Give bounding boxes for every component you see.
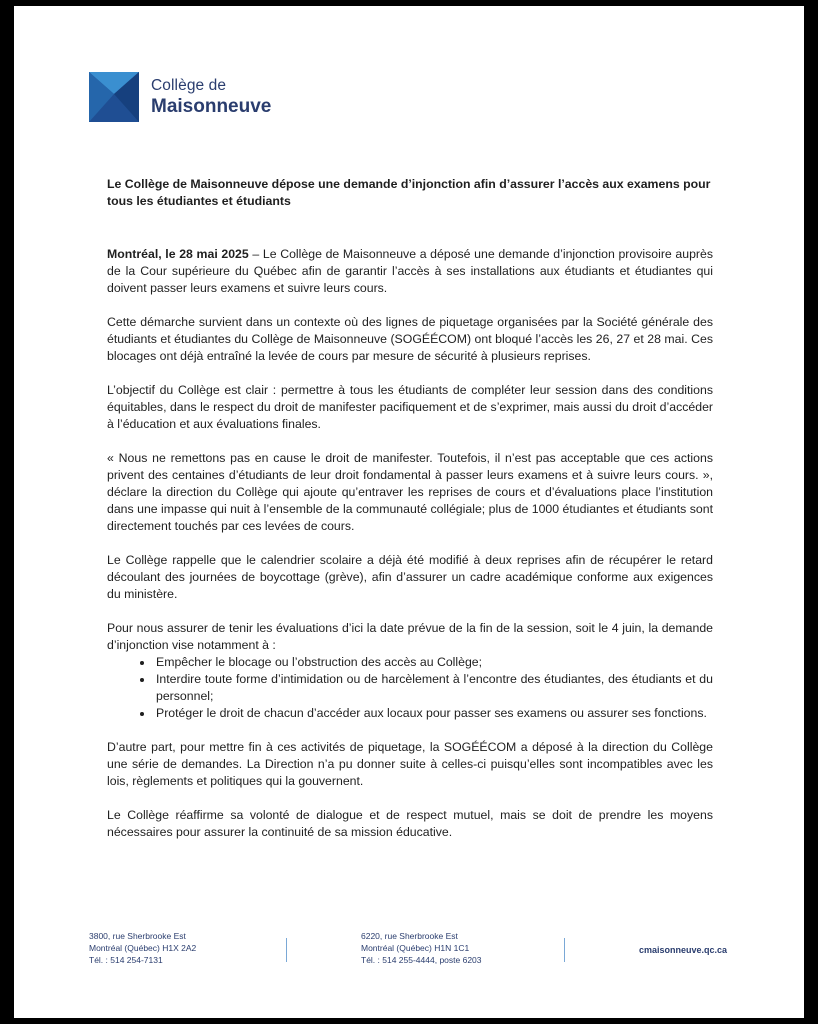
paragraph-context: Cette démarche survient dans un contexte où des lignes de piquetage organisées par la Société générale des étudiants et étudiantes du Collège de Maisonneuve (SOGÉÉCOM) ont bloqué l’accès les 26, 27 et 28 mai. Ces blocages ont déjà entraîné la levée de cours par mesure de sécurité à plusieurs reprises. [107, 315, 713, 363]
intro-text: – Le Collège de Maisonneuve a déposé une demande d’injonction provisoire auprès de la Cour supérieure du Québec afin de garantir l’accès à ses installations aux étudiants et étudiantes qui doivent passer leurs examens et suivre leurs cours. [107, 247, 713, 295]
paragraph-demands: D’autre part, pour mettre fin à ces activités de piquetage, la SOGÉÉCOM a déposé à la direction du Collège une série de demandes. La Direction n’a pu donner suite à celles-ci puisqu’elles sont incompatibles avec les lois, règlements et politiques qui la gouvernent. [107, 740, 713, 788]
footer-divider [286, 938, 287, 962]
college-logo [89, 72, 271, 122]
list-item: • Protéger le droit de chacun d’accéder aux locaux pour passer ses examens ou assurer ses fonctions. [154, 705, 713, 722]
list-item: • Empêcher le blocage ou l’obstruction des accès au Collège; [154, 654, 713, 671]
phone-line: Tél. : 514 255-4444, poste 6203 [361, 955, 482, 965]
footer-address-1 [89, 930, 196, 966]
footer-address-2 [361, 930, 482, 966]
footer-divider [564, 938, 565, 962]
address-line: Montréal (Québec) H1N 1C1 [361, 943, 470, 953]
paragraph-injunction: Pour nous assurer de tenir les évaluations d’ici la date prévue de la fin de la session, soit le 4 juin, la demande d’injonction vise notamment à : [107, 621, 713, 652]
logo-line1: Collège de [151, 77, 227, 95]
phone-line: Tél. : 514 254-7131 [89, 955, 163, 965]
address-line: 6220, rue Sherbrooke Est [361, 931, 458, 941]
address-line: Montréal (Québec) H1X 2A2 [89, 943, 197, 953]
address-line: 3800, rue Sherbrooke Est [89, 931, 186, 941]
list-item: • Interdire toute forme d’intimidation ou de harcèlement à l’encontre des étudiantes, des étudiants et du personnel; [154, 671, 713, 705]
document-page [14, 6, 804, 1018]
paragraph-quote: « Nous ne remettons pas en cause le droit de manifester. Toutefois, il n’est pas acceptable que ces actions privent des centaines d’étudiants de leur droit fondamental à passer leurs examens et à suivre leurs cours. », déclare la direction du Collège qui ajoute qu’entraver les reprises de cours et d’évaluations place l’institution dans une impasse qui nuit à l’ensemble de la communauté collégiale; plus de 1000 étudiantes et étudiants sont directement touchés par ces levées de cours. [107, 451, 713, 533]
logo-mark-icon [89, 72, 139, 122]
injunction-list [107, 654, 713, 722]
intro-paragraph [107, 246, 713, 297]
page-footer [14, 930, 804, 980]
website-link[interactable]: cmaisonneuve.qc.ca [639, 945, 728, 955]
logo-line2: Maisonneuve [151, 95, 272, 117]
press-release-title: Le Collège de Maisonneuve dépose une demande d’injonction afin d’assurer l’accès aux examens pour tous les étudiantes et étudiants [107, 177, 711, 208]
press-release-body [107, 176, 713, 858]
paragraph-objective: L’objectif du Collège est clair : permettre à tous les étudiants de compléter leur session dans des conditions équitables, dans le respect du droit de manifester pacifiquement et de s’exprimer, mais aussi du droit d’accéder à l’éducation et aux évaluations finales. [107, 383, 713, 431]
dateline: Montréal, le 28 mai 2025 [107, 247, 249, 261]
paragraph-calendar: Le Collège rappelle que le calendrier scolaire a déjà été modifié à deux reprises afin de récupérer le retard découlant des journées de boycottage (grève), afin d’assurer un cadre académique conforme aux exigences du ministère. [107, 553, 713, 601]
paragraph-conclusion: Le Collège réaffirme sa volonté de dialogue et de respect mutuel, mais se doit de prendre les moyens nécessaires pour assurer la continuité de sa mission éducative. [107, 808, 713, 839]
